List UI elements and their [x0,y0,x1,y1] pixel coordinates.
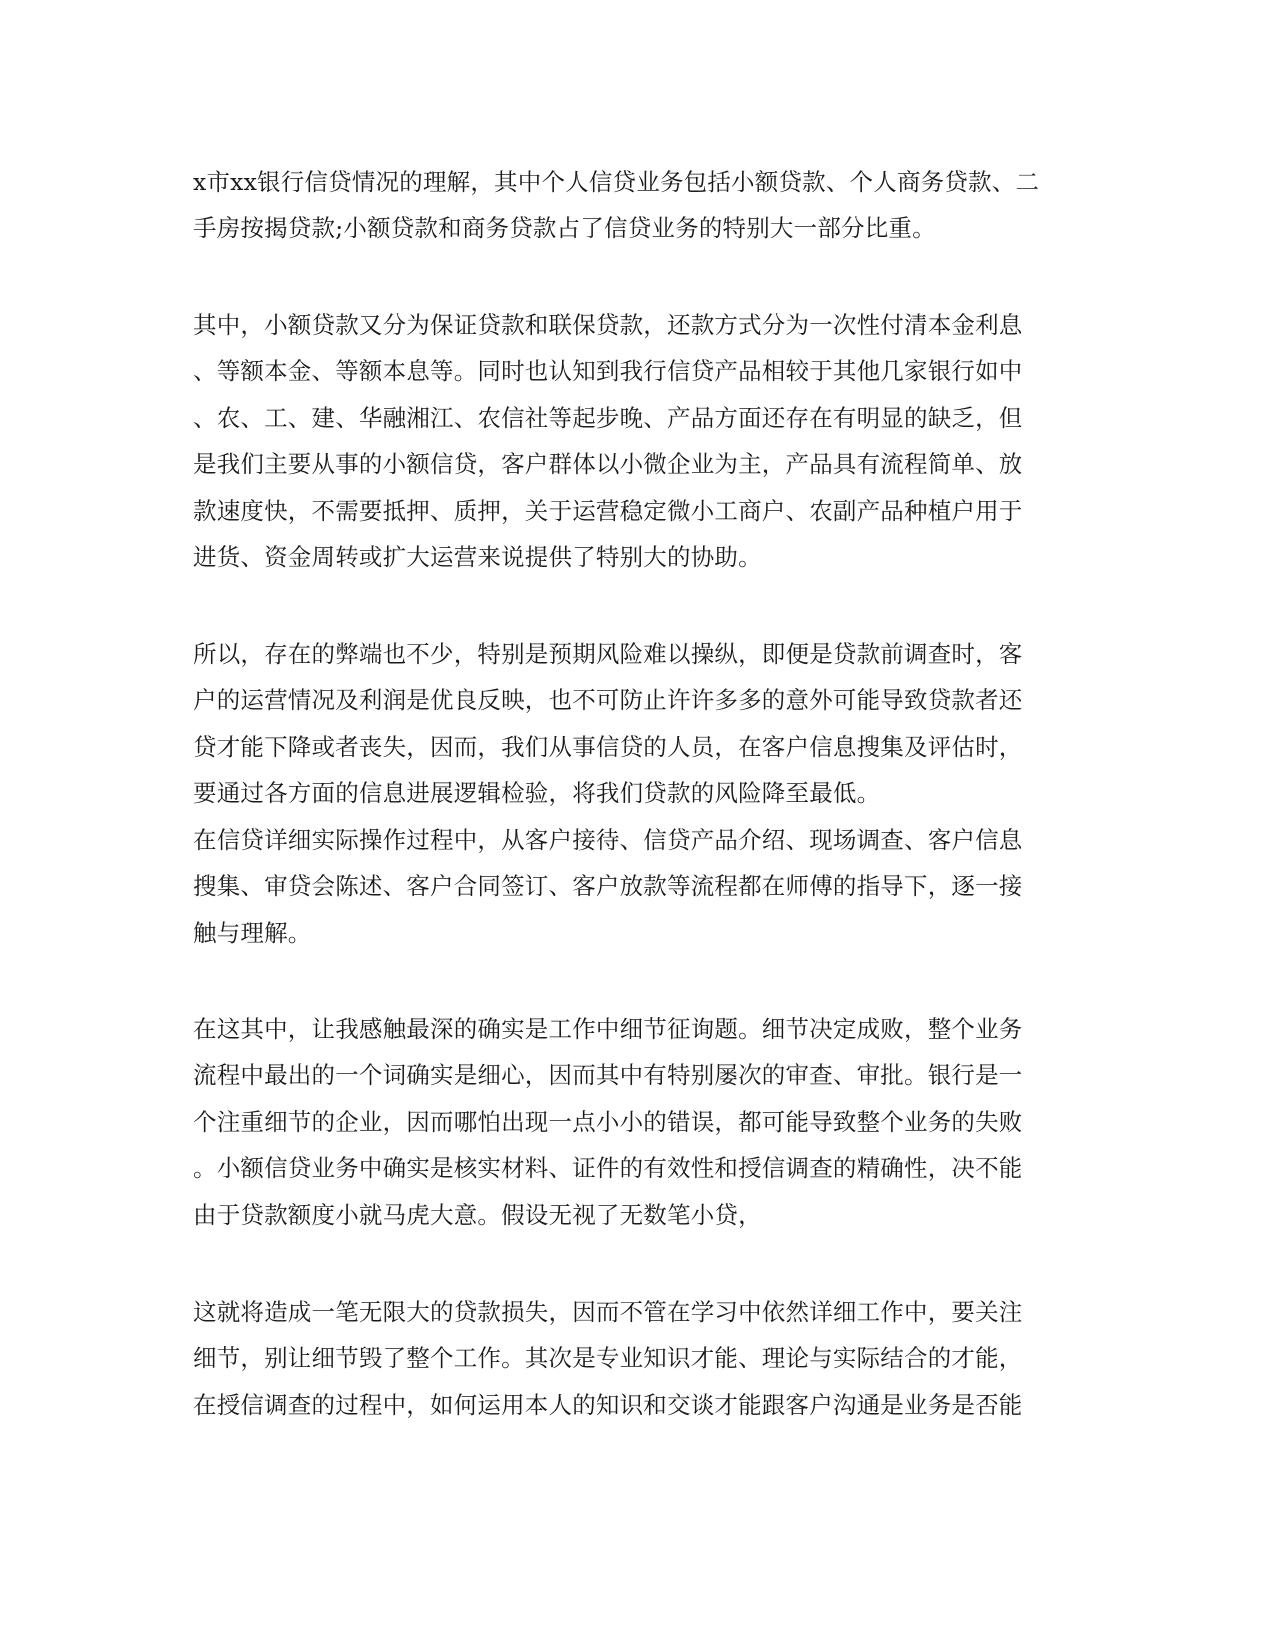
text-line: 户的运营情况及利润是优良反映，也不可防止许许多多的意外可能导致贷款者还 [193,686,1023,714]
text-line: 流程中最出的一个词确实是细心，因而其中有特别屡次的审查、审批。银行是一 [193,1061,1023,1089]
text-line: 、等额本金、等额本息等。同时也认知到我行信贷产品相较于其他几家银行如中 [193,357,1023,385]
text-line: x市xx银行信贷情况的理解，其中个人信贷业务包括小额贷款、个人商务贷款、二 [193,168,1040,196]
text-line: 贷才能下降或者丧失，因而，我们从事信贷的人员，在客户信息搜集及评估时， [193,733,1023,761]
text-line: 在授信调查的过程中，如何运用本人的知识和交谈才能跟客户沟通是业务是否能 [193,1391,1023,1419]
text-line: 触与理解。 [193,919,312,947]
text-line: 这就将造成一笔无限大的贷款损失，因而不管在学习中依然详细工作中，要关注 [193,1298,1023,1326]
text-line: 细节，别让细节毁了整个工作。其次是专业知识才能、理论与实际结合的才能， [193,1344,1023,1372]
text-line: 进货、资金周转或扩大运营来说提供了特别大的协助。 [193,543,762,571]
text-line: 在这其中，让我感触最深的确实是工作中细节征询题。细节决定成败，整个业务 [193,1015,1023,1043]
text-line: 、农、工、建、华融湘江、农信社等起步晚、产品方面还存在有明显的缺乏，但 [193,404,1023,432]
text-line: 要通过各方面的信息进展逻辑检验，将我们贷款的风险降至最低。 [193,779,881,807]
text-line: 其中，小额贷款又分为保证贷款和联保贷款，还款方式分为一次性付清本金利息 [193,311,1023,339]
text-line: 手房按揭贷款;小额贷款和商务贷款占了信贷业务的特别大一部分比重。 [193,214,936,242]
text-line: 。小额信贷业务中确实是核实材料、证件的有效性和授信调查的精确性，决不能 [193,1154,1023,1182]
text-line: 在信贷详细实际操作过程中，从客户接待、信贷产品介绍、现场调查、客户信息 [193,826,1023,854]
text-line: 款速度快，不需要抵押、质押，关于运营稳定微小工商户、农副产品种植户用于 [193,497,1023,525]
text-line: 搜集、审贷会陈述、客户合同签订、客户放款等流程都在师傅的指导下，逐一接 [193,872,1023,900]
text-line: 是我们主要从事的小额信贷，客户群体以小微企业为主，产品具有流程简单、放 [193,450,1023,478]
text-line: 所以，存在的弊端也不少，特别是预期风险难以操纵，即便是贷款前调查时，客 [193,640,1023,668]
text-line: 由于贷款额度小就马虎大意。假设无视了无数笔小贷， [193,1201,762,1229]
text-line: 个注重细节的企业，因而哪怕出现一点小小的错误，都可能导致整个业务的失败 [193,1108,1023,1136]
